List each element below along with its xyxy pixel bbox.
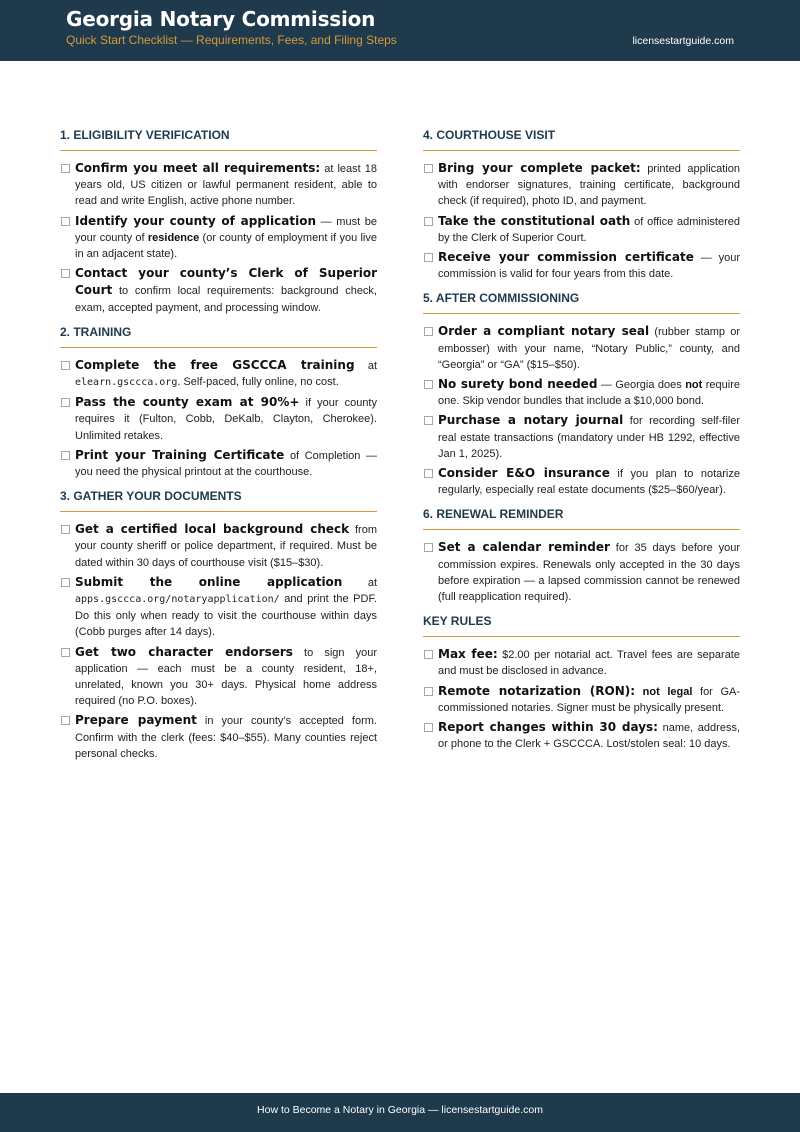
item-lead: No surety bond needed [438,377,598,392]
item-text: name, address, or phone to the Clerk + GSCCCA. Lost/stolen seal: 10 days. [438,722,740,751]
checkbox-icon[interactable] [61,525,70,534]
checkbox-icon[interactable] [424,164,433,173]
section-heading: 6. RENEWAL REMINDER [423,507,740,530]
checklist-item [423,646,740,679]
checkbox-icon[interactable] [61,648,70,657]
checklist-item [423,249,740,282]
checkbox-icon[interactable] [424,723,433,732]
item-text: and print the PDF. Do this only when ready to visit the courthouse within days (Cobb purges after 14 days). [75,593,377,639]
item-lead: Contact your county’s Clerk of Superior Court [75,266,377,298]
checklist-item [423,160,740,210]
item-text [635,686,643,698]
right-column [423,128,740,761]
item-text: for recording self-filer real estate transactions (mandatory under HB 1292, effective Jan 1, 2025). [438,415,741,460]
checklist-item [60,521,377,571]
checklist-item [60,357,377,391]
item-text: at [354,359,377,372]
checkbox-icon[interactable] [424,217,433,226]
section-heading: 4. COURTHOUSE VISIT [423,128,740,151]
checklist-item [60,644,377,710]
section-courthouse [423,128,740,282]
item-text: at [342,576,377,589]
checklist-item [423,376,740,409]
item-lead: Submit the online application [75,574,343,589]
item-text: to sign your application — each must be a county resident, 18+, unrelated, known you 30+ days. Physical home address required (no P.O. boxes). [75,646,378,708]
application-url-link[interactable]: apps.gsccca.org/notaryapplication/ [75,594,280,606]
item-emphasis: residence [147,231,200,244]
checkbox-icon[interactable] [61,398,70,407]
section-heading: 1. ELIGIBILITY VERIFICATION [60,128,377,151]
checkbox-icon[interactable] [61,451,70,460]
checkbox-icon[interactable] [424,469,433,478]
checklist-item [60,160,377,210]
item-lead: Get a certified local background check [75,522,350,537]
item-text: for GA-commissioned notaries. Signer must be physically present. [438,685,740,714]
section-documents [60,489,377,762]
item-text: (or county of employment if you live in an adjacent state). [75,231,377,261]
item-text: . Self-paced, fully online, no cost. [177,376,339,389]
item-lead: Order a compliant notary seal [438,324,650,339]
item-text: to confirm local requirements: background check, exam, accepted payment, and processing window. [75,285,377,314]
item-text: — Georgia does [597,379,686,392]
item-lead: Max fee: [438,647,498,662]
footer-text: How to Become a Notary in Georgia — licensestartguide.com [257,1104,543,1116]
item-text: for 35 days before your commission expires. Renewals only accepted in the 30 days before expiration — a lapsed commission cannot be renewed (full reapplication required). [438,542,740,604]
item-text: (rubber stamp or embosser) with your name, “Notary Public,” county, and “Georgia” or “GA” ($15–$50). [438,326,740,371]
checkbox-icon[interactable] [424,253,433,262]
item-text: from your county sheriff or police department, if required. Must be dated within 30 days of courthouse visit ($15–$30). [75,524,377,569]
section-renewal [423,507,740,605]
item-text: if you plan to notarize regularly, especially real estate documents ($25–$60/year). [438,468,740,497]
item-lead: Receive your commission certificate [438,250,694,265]
item-text: printed application with endorser signatures, training certificate, background check (if required), photo ID, and payment. [438,163,740,208]
item-lead: Pass the county exam at 90%+ [75,395,300,410]
checkbox-icon[interactable] [61,269,70,278]
page-header [0,0,800,61]
checklist-item [60,712,377,762]
checkbox-icon[interactable] [61,716,70,725]
section-heading: KEY RULES [423,614,740,637]
item-lead: Bring your complete packet: [438,161,641,175]
checkbox-icon[interactable] [424,543,433,552]
section-key-rules [423,614,740,752]
checklist-item [60,447,377,480]
checkbox-icon[interactable] [61,578,70,587]
checklist-item [423,412,740,462]
checklist-item [423,213,740,246]
item-lead: Report changes within 30 days: [438,720,658,735]
section-training [60,325,377,480]
item-lead: Get two character endorsers [75,644,293,659]
item-text: require one. Skip vendor bundles that include a $10,000 bond. [438,379,741,408]
checklist-item [60,394,377,444]
checkbox-icon[interactable] [424,380,433,389]
item-text: in your county’s accepted form. Confirm with the clerk (fees: $40–$55). Many counties reject personal checks. [75,715,377,760]
left-column [60,128,377,771]
checklist-item [423,683,740,716]
checklist-item [423,323,740,373]
checkbox-icon[interactable] [424,327,433,336]
checklist-item [60,265,377,316]
checklist-item [423,539,740,605]
checklist-item [423,465,740,498]
checkbox-icon[interactable] [424,650,433,659]
checkbox-icon[interactable] [61,361,70,370]
item-text: $2.00 per notarial act. Travel fees are separate and must be disclosed in advance. [438,649,740,678]
page-title: Georgia Notary Commission [66,7,376,31]
item-text: — your commission is valid for four years from this date. [438,252,740,281]
item-lead: Prepare payment [75,713,197,728]
section-heading: 5. AFTER COMMISSIONING [423,291,740,314]
section-after-commissioning [423,291,740,498]
item-lead: Take the constitutional oath [438,213,631,228]
checklist-item [60,574,377,641]
page-subtitle: Quick Start Checklist — Requirements, Fees, and Filing Steps [66,33,397,47]
item-text: if your county requires it (Fulton, Cobb, DeKalb, Clayton, Cherokee). Unlimited retakes. [75,397,377,442]
item-text: — must be your county of [75,215,377,244]
item-lead: Identify your county of application [75,213,317,228]
checklist-item [60,213,377,263]
item-lead: Remote notarization (RON): [438,683,636,698]
training-url-link[interactable]: elearn.gsccca.org [75,377,178,389]
item-emphasis: not legal [642,685,693,698]
item-lead: Consider E&O insurance [438,466,610,481]
item-emphasis: not [685,379,703,392]
item-lead: Confirm you meet all requirements: [75,161,321,175]
page-footer [0,1093,800,1132]
item-text: of office administered by the Clerk of Superior Court. [438,215,740,244]
item-lead: Print your Training Certificate [75,447,285,462]
checkbox-icon[interactable] [424,416,433,425]
checkbox-icon[interactable] [61,164,70,173]
item-lead: Purchase a notary journal [438,413,624,428]
item-text: at least 18 years old, US citizen or lawful permanent resident, able to read and write English, active phone number. [75,163,377,208]
header-site-link[interactable]: licensestartguide.com [632,35,734,47]
checklist-item [423,719,740,752]
section-eligibility [60,128,377,316]
item-text: of Completion — you need the physical printout at the courthouse. [75,449,377,479]
item-lead: Set a calendar reminder [438,540,610,555]
checkbox-icon[interactable] [424,687,433,696]
section-heading: 3. GATHER YOUR DOCUMENTS [60,489,377,512]
item-lead: Complete the free GSCCCA training [75,357,355,372]
section-heading: 2. TRAINING [60,325,377,348]
checkbox-icon[interactable] [61,217,70,226]
